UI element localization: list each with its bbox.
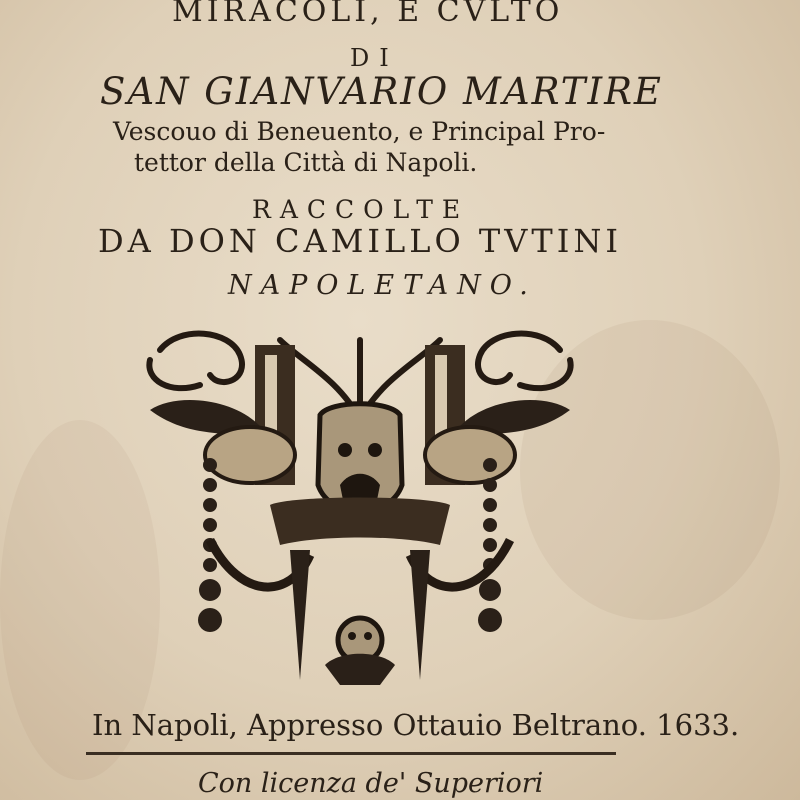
subtitle-line-2: tettor della Città di Napoli. [134, 148, 478, 177]
left-putto [205, 427, 295, 483]
right-pendant [410, 550, 430, 680]
title-heading: MIRACOLI, E CVLTO [172, 0, 564, 29]
title-di: DI [350, 44, 399, 72]
right-putto [425, 427, 515, 483]
origin-line: NAPOLETANO. [228, 270, 537, 301]
woodcut-ornament-icon [140, 320, 580, 700]
right-scroll [478, 334, 560, 382]
author-line: DA DON CAMILLO TVTINI [98, 222, 622, 260]
divider-rule [86, 752, 616, 755]
subtitle-line-1: Vescouo di Beneuento, e Principal Pro- [113, 117, 606, 146]
imprint-line: In Napoli, Appresso Ottauio Beltrano. 1633. [92, 708, 740, 742]
left-pendant [290, 550, 310, 680]
saint-name: SAN GIANVARIO MARTIRE [100, 70, 663, 113]
cartouche-shelf [270, 498, 450, 546]
collected-label: RACCOLTE [252, 195, 470, 224]
left-scroll [160, 334, 242, 382]
license-line: Con licenza de' Superiori [198, 768, 544, 799]
